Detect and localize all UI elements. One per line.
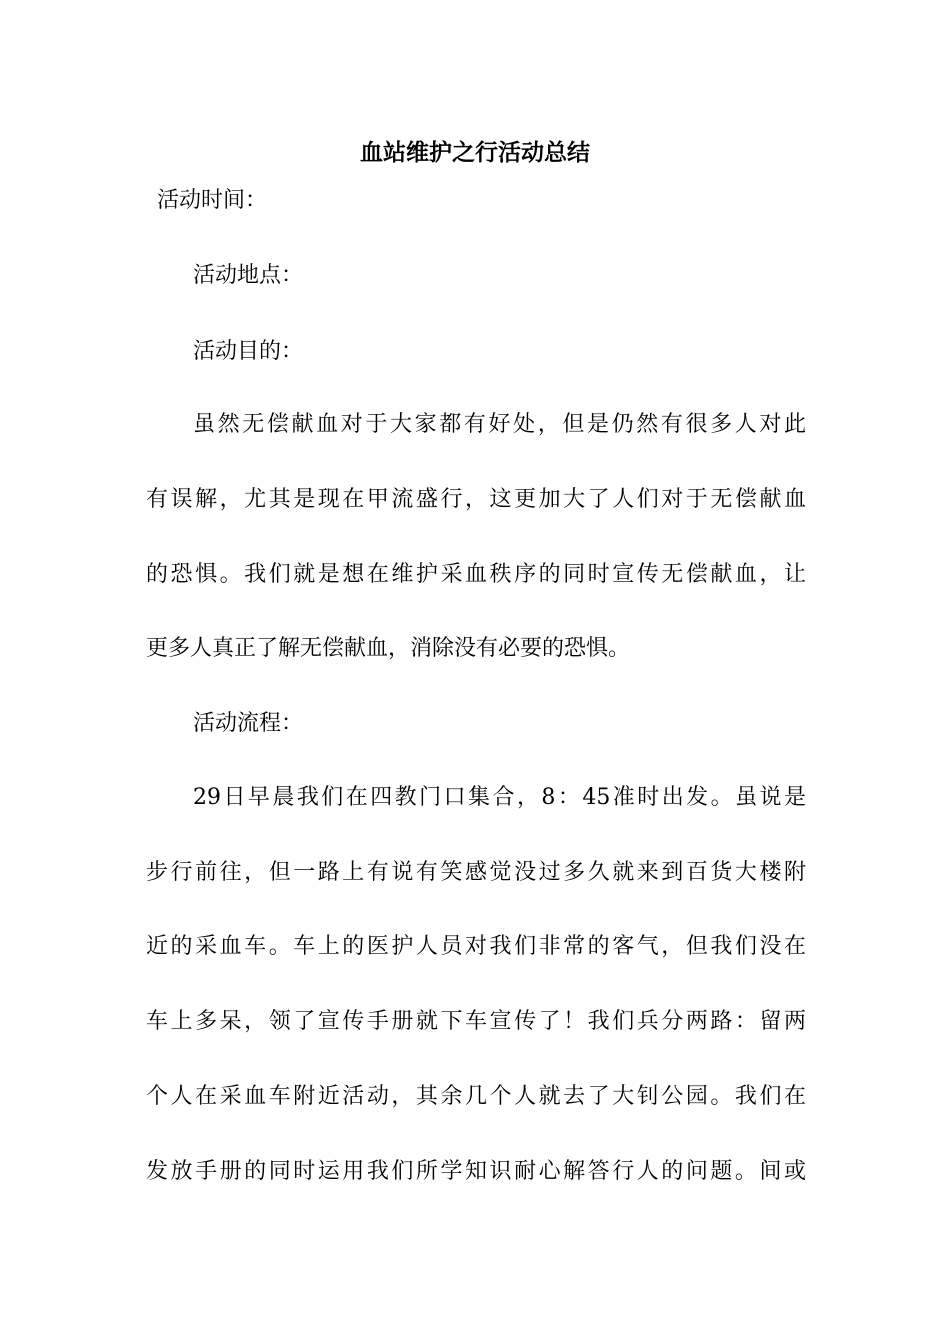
purpose-paragraph-line: 有误解，尤其是现在甲流盛行，这更加大了人们对于无偿献血 (146, 487, 806, 512)
process-paragraph-line: 车上多呆，领了宣传手册就下车宣传了！我们兵分两路：留两 (146, 1009, 806, 1034)
purpose-paragraph-line: 更多人真正了解无偿献血，消除没有必要的恐惧。 (146, 636, 631, 661)
process-paragraph-line: 个人在采血车附近活动，其余几个人就去了大钊公园。我们在 (146, 1084, 806, 1109)
process-paragraph-line: 29日早晨我们在四教门口集合，8：45准时出发。虽说是 (193, 785, 806, 810)
purpose-paragraph-line: 的恐惧。我们就是想在维护采血秩序的同时宣传无偿献血，让 (146, 562, 806, 587)
document-title: 血站维护之行活动总结 (360, 139, 590, 166)
activity-time-label: 活动时间： (157, 188, 268, 213)
activity-place-label: 活动地点： (193, 263, 304, 288)
activity-purpose-label: 活动目的： (193, 339, 304, 364)
process-paragraph-line: 发放手册的同时运用我们所学知识耐心解答行人的问题。间或 (146, 1159, 806, 1184)
activity-process-label: 活动流程： (193, 711, 304, 736)
process-paragraph-line: 步行前往，但一路上有说有笑感觉没过多久就来到百货大楼附 (146, 860, 806, 885)
purpose-paragraph-line: 虽然无偿献血对于大家都有好处，但是仍然有很多人对此 (193, 412, 806, 437)
process-paragraph-line: 近的采血车。车上的医护人员对我们非常的客气，但我们没在 (146, 934, 806, 959)
